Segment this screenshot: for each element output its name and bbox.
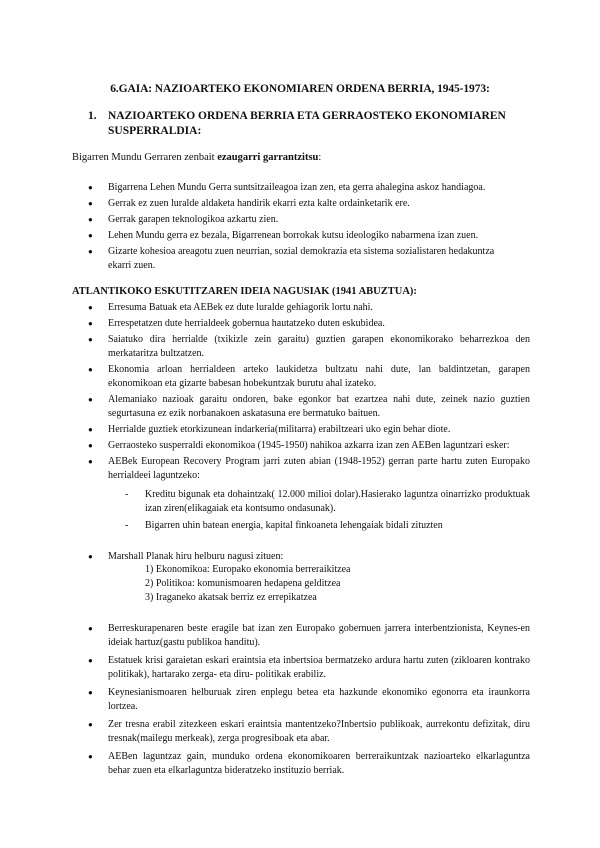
section-heading-text: NAZIOARTEKO ORDENA BERRIA ETA GERRAOSTEKO EKONOMIAREN SUSPERRALDIA: [108,110,506,137]
section-2-heading: ATLANTIKOKO ESKUTITZAREN IDEIA NAGUSIAK (1941 ABUZTUA): [72,286,417,297]
list-item: ● Errespetatzen dute herrialdeek gobernua hautatzeko duten eskubidea. [88,317,530,331]
list-item: ● Estatuek krisi garaietan eskari eraintsia eta inbertsioa bermatzeko ardura hartu zuten (zikloaren kontrako politikak), hartarako zerga- eta diru- politikak erabiliz. [88,654,530,682]
list-item: ● Herrialde guztiek etorkizunean indarkeria(militarra) erabiltzeari uko egin behar diote. [88,423,530,437]
marshall-goals [145,563,350,605]
list-item: ● Gerrak garapen teknologikoa azkartu zien. [88,213,508,227]
list-item: ● AEBek European Recovery Program jarri zuten abian (1948-1952) gerran parte hartu zuten Europako herrialdeei laguntzeko: [88,455,530,483]
list-item: ● Bigarrena Lehen Mundu Gerra suntsitzaileagoa izan zen, eta gerra ahalegina askoz handiagoa. [88,181,508,195]
list-item: ● AEBen laguntzaz gain, munduko ordena ekonomikoaren berreraikuntzak nazioarteko elkarlaguntza behar zuen eta elkarlaguntza bideratzeko instituzio berriak. [88,750,530,778]
list-item: ● Marshall Planak hiru helburu nagusi zituen: [88,550,508,564]
list-item: ● Berreskurapenaren beste eragile bat izan zen Europako gobernuen jarrera interbentzionista, Keynes-en ideiak hartuz(gastu publikoa handitu). [88,622,530,650]
section-number: 1. [88,110,97,122]
list-item: ● Gizarte kohesioa areagotu zuen neurrian, sozial demokrazia eta sistema sozialistaren hedakuntza ekarri zuen. [88,245,508,273]
list-item: ● Erresuma Batuak eta AEBek ez dute luralde gehiagorik lortu nahi. [88,301,530,315]
goal-item: 3) Iraganeko akatsak berriz ez errepikatzea [145,592,317,603]
section-1-heading [88,109,528,139]
features-list [88,181,508,275]
list-item: ● Alemaniako nazioak garaitu ondoren, bake egonkor bat ezartzea nahi dute, zeinek nazio guztien segurtasuna ez ezik norbanakoen askatasuna ere bermatuko baituen. [88,393,530,421]
goal-item: 2) Politikoa: komunismoaren hedapena gelditzea [145,578,341,589]
list-item: ● Saiatuko dira herrialde (txikizle zein garaitu) guztien garapen ekonomikorako beharrezkoa den merkataritza bultzatzen. [88,333,530,361]
charter-ideas-list [88,301,530,485]
list-item: ● Lehen Mundu gerra ez bezala, Bigarrenean borrokak kutsu ideologiko nabarmena izan zuen. [88,229,508,243]
document-title: 6.GAIA: NAZIOARTEKO EKONOMIAREN ORDENA BERRIA, 1945-1973: [110,83,490,95]
list-item: ● Gerraosteko susperraldi ekonomikoa (1945-1950) nahikoa azkarra izan zen AEBen laguntzari esker: [88,439,530,453]
sublist-item: - Kreditu bigunak eta dohaintzak( 12.000 milioi dolar).Hasierako laguntza oinarrizko produktuak izan ziren(elikagaiak eta kontsumo ondasunak). [125,488,530,516]
intro-text: Bigarren Mundu Gerraren zenbait [72,152,218,163]
goal-item: 1) Ekonomikoa: Europako ekonomia berreraikitzea [145,564,351,575]
intro-emphasis: ezaugarri garrantzitsu [217,152,319,163]
list-item: ● Keynesianismoaren helburuak ziren enplegu betea eta hazkunde ekonomiko egonorra eta iraunkorra lortzea. [88,686,530,714]
list-item: ● Zer tresna erabil zitezkeen eskari eraintsia mantentzeko?Inbertsio publikoak, aurrekontu defizitak, diru tresnak(mailegu merkeak), zerga progresiboak eta abar. [88,718,530,746]
intro-paragraph [72,152,321,163]
aid-sublist [125,488,530,536]
intro-colon: : [318,152,322,163]
sublist-item: - Bigarren uhin batean energia, kapital finkoaneta lehengaiak bidali zituzten [125,519,530,533]
list-item: ● Gerrak ez zuen luralde aldaketa handirik ekarri ezta kalte ordainketarik ere. [88,197,508,211]
list-item: ● Ekonomia arloan herrialdeen arteko laukidetza bultzatu nahi dute, lan baldintzetan, garapen ekonomikoan eta gizarte babesan hobekuntzak burutu ahal izateko. [88,363,530,391]
keynesian-list [88,622,530,782]
